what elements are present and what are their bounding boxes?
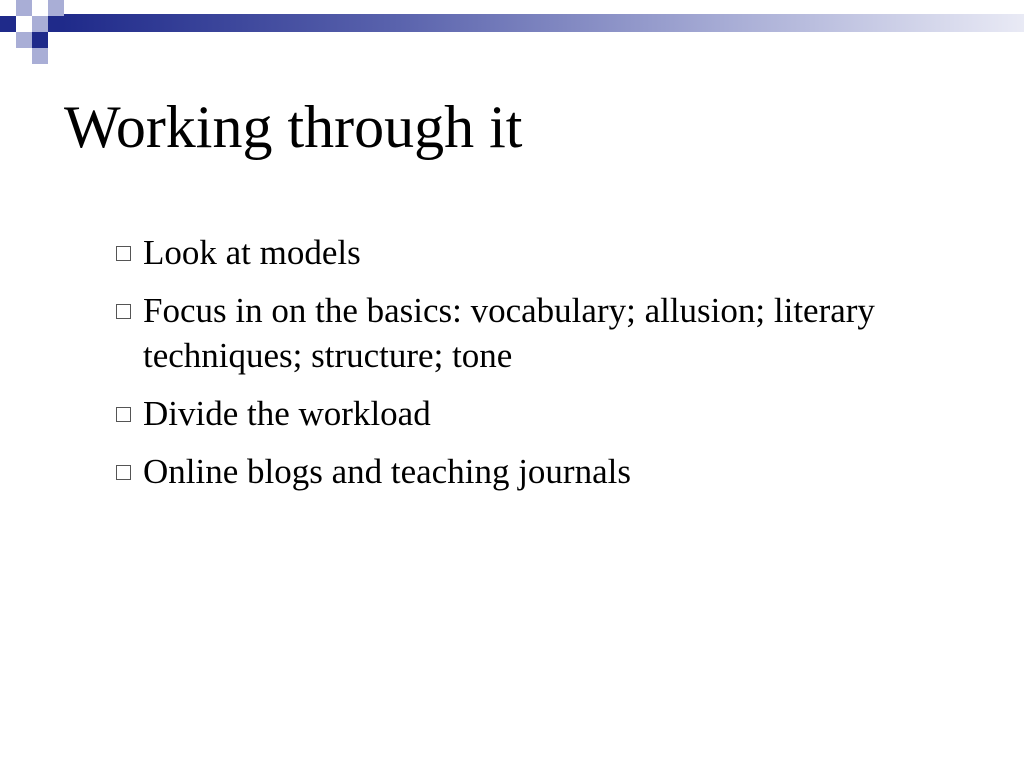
square-bullet-icon — [116, 304, 131, 319]
decor-square — [48, 0, 64, 16]
square-bullet-icon — [116, 246, 131, 261]
bullet-text: Focus in on the basics: vocabulary; allusion; literary techniques; structure; tone — [143, 291, 875, 375]
list-item — [116, 288, 976, 378]
decor-square — [48, 16, 64, 32]
decor-square — [16, 16, 32, 32]
decorative-header-band — [0, 0, 1024, 64]
decor-square — [16, 0, 32, 16]
header-gradient-bar — [62, 14, 1024, 32]
decor-square — [0, 0, 16, 16]
list-item — [116, 230, 976, 275]
decor-square — [0, 16, 16, 32]
slide-title: Working through it — [64, 94, 523, 160]
decor-square — [32, 48, 48, 64]
decor-square — [32, 32, 48, 48]
bullet-text: Online blogs and teaching journals — [143, 452, 631, 491]
square-bullet-icon — [116, 465, 131, 480]
square-bullet-icon — [116, 407, 131, 422]
bullet-text: Look at models — [143, 233, 361, 272]
list-item — [116, 449, 976, 494]
decor-square — [32, 16, 48, 32]
bullet-list — [116, 230, 976, 507]
list-item — [116, 391, 976, 436]
decor-square — [32, 0, 48, 16]
decor-square — [16, 32, 32, 48]
bullet-text: Divide the workload — [143, 394, 431, 433]
